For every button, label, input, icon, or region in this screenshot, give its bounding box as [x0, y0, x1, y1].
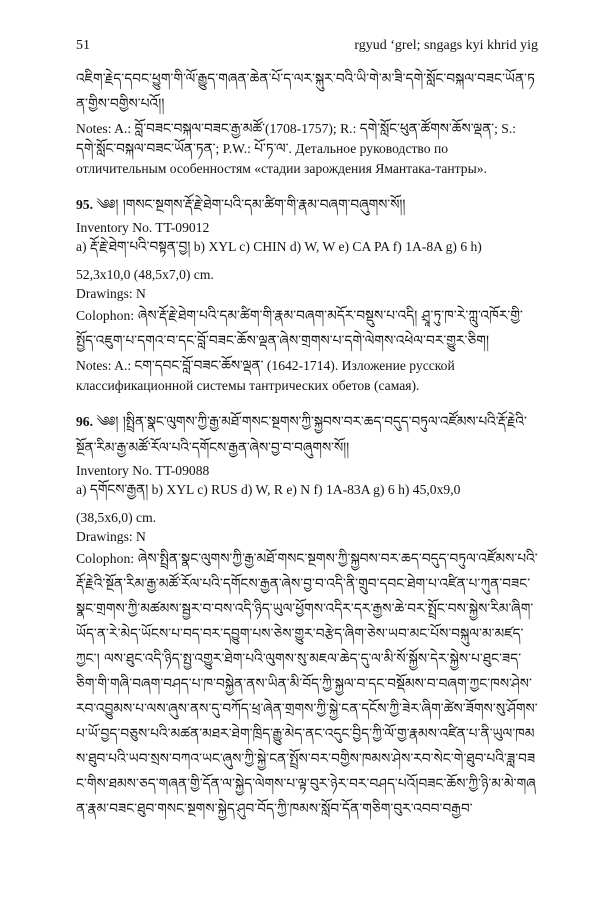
drawings: Drawings: N — [76, 529, 146, 544]
entry-number: 96. — [76, 414, 93, 429]
notes-author-years: (1708-1757); R.: — [264, 121, 360, 136]
description-line — [76, 480, 538, 500]
colophon-tail: བཟང་ཆོས་ཀྱི་ཉི་མ་མེ་གཞན་རྣམ་བཟང་ཐུབ་གསང་སྔགས་སྐྱེད་ཤུབ་བོད་ཀྱི་ཁམས་སློབ་དོན་གཅིག་བུར་འབབ་བརྒྱབ་ — [76, 776, 536, 817]
entry-title — [76, 409, 538, 461]
colophon — [76, 303, 538, 354]
desc-a-label: a) — [76, 482, 90, 497]
catalog-entry-95 — [76, 192, 538, 395]
desc-a-rest: b) XYL c) RUS d) W, R e) N f) 1A-83A g) 6 h) 45,0x9,0 — [148, 482, 461, 497]
intro-notes — [76, 119, 538, 178]
entry-title-tibetan: ༄༅། །སྤྲིན་སྣང་ལུགས་ཀྱི་རྒྱ་མཐོ་གསང་སྔགས་ཀྱི་སྐྱབས་བར་ཆད་བདུད་བཏུལ་འཛོམས་པའི་རྡོ་རྗེའི་སྔོན་རིམ་རྒྱ་མཚོ་རོལ་པའི་དགོངས་རྒྱན་ཞེས་བྱ་བ་བཞུགས་སོ།། — [76, 414, 527, 456]
dimensions: (38,5x6,0) cm. — [76, 510, 157, 525]
notes-description: (1642-1714). Изложение русской классификационной системы тантрических обетов (самая). — [76, 358, 455, 393]
notes-pw-label: ; P.W.: — [215, 141, 255, 156]
desc-a-tibetan: རྡོ་རྗེ་ཐེག་པའི་བསྟན་བྱ། — [89, 239, 191, 255]
inventory-number: Inventory No. TT-09012 — [76, 220, 210, 235]
desc-a-tibetan: དགོངས་རྒྱན། — [89, 482, 149, 498]
notes-pw-tibetan: པོ་ཏ་ལ་ — [254, 141, 289, 157]
description-line — [76, 237, 538, 257]
colophon-tibetan: ཞེས་རྡོ་རྗེ་ཐེག་པའི་དམ་ཚིག་གི་རྣམ་བཞག་མདོར་བསྡུས་པ་འདི། ཤྲཱ་ཏུ་ཁ་རེ་ཀླུ་འཁོར་གྱི་སྤྱོད་འཇུག་པ་དགའ་བ་དང་བློ་བཟང་ཆོས་ལྡན་ཞེས་གྲགས་པ་དགེ་ལེགས་འཕེལ་བར་གྱུར་ཅིག། — [76, 308, 523, 349]
notes-description: . Детальное руководство по отличительным особенностям «стадии зарождения Ямантака-тантры». — [76, 141, 487, 176]
notes-author-tibetan: བློ་བཟང་བསྐལ་བཟང་རྒྱ་མཚོ་ — [134, 121, 265, 137]
running-title: rgyud ‘grel; sngags kyi khrid yig — [354, 38, 538, 53]
inventory-number: Inventory No. TT-09088 — [76, 463, 210, 478]
page-number: 51 — [76, 38, 90, 53]
drawings: Drawings: N — [76, 286, 146, 301]
entry-title — [76, 192, 538, 218]
dimensions: 52,3x10,0 (48,5x7,0) cm. — [76, 267, 214, 282]
colophon-tibetan: ཞེས་སྤྲིན་སྣང་ལུགས་ཀྱི་རྒྱ་མཐོ་གསང་སྔགས་ཀྱི་སྐྱབས་བར་ཆད་བདུད་བཏུལ་འཛོམས་པའི་རྡོ་རྗེའི་སྔོན་རིམ་རྒྱ་མཚོ་རོལ་པའི་དགོངས་རྒྱན་ཞེས་བྱ་བ་འདི་ནི་གྲུབ་དབང་ཐེག་པ་འཛིན་པ་ཀུན་བཟང་སྣང་གྲགས་ཀྱི་མཚམས་སྦྱར་བ་བས་འདི་ཉིད་ཡུལ་ཕྱོགས་འདིར་དར་རྒྱས་ཆེ་བར་སྤྲོང་བས་སྐྱེས་རིམ་ཞིག་ཡོད་ན་རེ་མེད་ཡོངས་པ་བད་བར་དབྱུག་པས་ཅེས་གྱུར་བརྩེད་ཞིག་ཅེས་ཡབ་མང་པོས་བསྐུལ་མ་མཛད་ཀྱང་། ལས་ཐུང་འདི་ཉིད་སྤྱ་འགྱུར་ཐེག་པའི་ལུགས་སུ་མཇལ་ཆེད་དུ་ལ་མི་སོ་སྐྱོས་དེར་སྐྱེས་པ་ཐུང་ཟད་ཅིག་གི་གཞི་བཞག་བཤད་པ་ཁ་བསྐྱེན་ནས་ཡིན་མི་བོད་ཀྱི་སྐྱལ་བ་དང་བསྡོམས་བ་བཞག་ཀྱང་ཁས་ཤེས་རབ་འབྱུམས་པ་ལས་ཞུས་ནས་དུ་བཀོད་ཕྲ་ཞེན་གྲགས་ཀྱི་སྐྱེ་ངན་དངོས་ཀྱི་ཟེར་ཞིག་ཚེས་ཟོགས་སུ་ཤོགས་པ་ཡོ་བྱད་བཅུས་པའི་མཚན་མཐར་ཐེག་ཁྲིད་རྒྱུ་མེད་ནང་འདུང་བྱིད་ཀྱི་ལོ་གྱ་རྣམས་འཛིན་པ་ནི་ཡུལ་ཁམས་ཐུབ་པའི་ཡབ་སྲས་བཀའ་ཡང་ཞུས་ཀྱི་སྐྱེ་ངན་སྤྲོས་བར་བགྱིས་ཁམས་ཤེས་རབ་སེང་གེ་ཐུབ་པའི་ཟླ་བཟང་གིས་ཐམས་ཅད་གཞན་གྱི་དོན་ལ་སྐྱེད་ལེགས་པ་ལྟ་བུར་ཉེར་བར་བཤད་པའོ། — [76, 551, 538, 792]
catalog-entry-96 — [76, 409, 538, 822]
notes-author-tibetan: ངག་དབང་བློ་བཟང་ཆོས་ལྡན་ — [134, 358, 264, 374]
notes-s-label: ; S.: — [494, 121, 517, 136]
desc-a-rest: b) XYL c) CHIN d) W, W e) CA PA f) 1A-8A g) 6 h) — [190, 239, 482, 254]
entry-notes — [76, 356, 538, 395]
notes-label: Notes: A.: — [76, 121, 135, 136]
intro-tibetan-text: འཇིག་རྗེད་དབང་ཕྱུག་གི་ལོ་རྒྱུད་གཞན་ཆེན་པོ་ད་ལར་སྐུར་བའི་ཡི་གེ་མ་ཟི་དགེ་སློང་བསྐལ་བཟང་ཡོན་ཏན་གྱིས་བགྱིས་པའོ།། — [76, 71, 535, 112]
entry-number: 95. — [76, 197, 93, 212]
page-header — [76, 36, 538, 55]
colophon — [76, 546, 538, 822]
notes-label: Notes: A.: — [76, 358, 135, 373]
colophon-label: Colophon: — [76, 551, 138, 566]
entry-title-tibetan: ༄༅། །གསང་སྔགས་རྡོ་རྗེ་ཐེག་པའི་དམ་ཚིག་གི་རྣམ་བཞག་བཞུགས་སོ།། — [96, 197, 406, 213]
notes-r-tibetan: དགེ་སློང་ཕུན་ཚོགས་ཆོས་ལྡན་ — [359, 121, 495, 137]
colophon-label: Colophon: — [76, 308, 138, 323]
desc-a-label: a) — [76, 239, 90, 254]
notes-s-tibetan: དགེ་སློང་བསྐལ་བཟང་ཡོན་ཏན་ — [76, 141, 216, 157]
